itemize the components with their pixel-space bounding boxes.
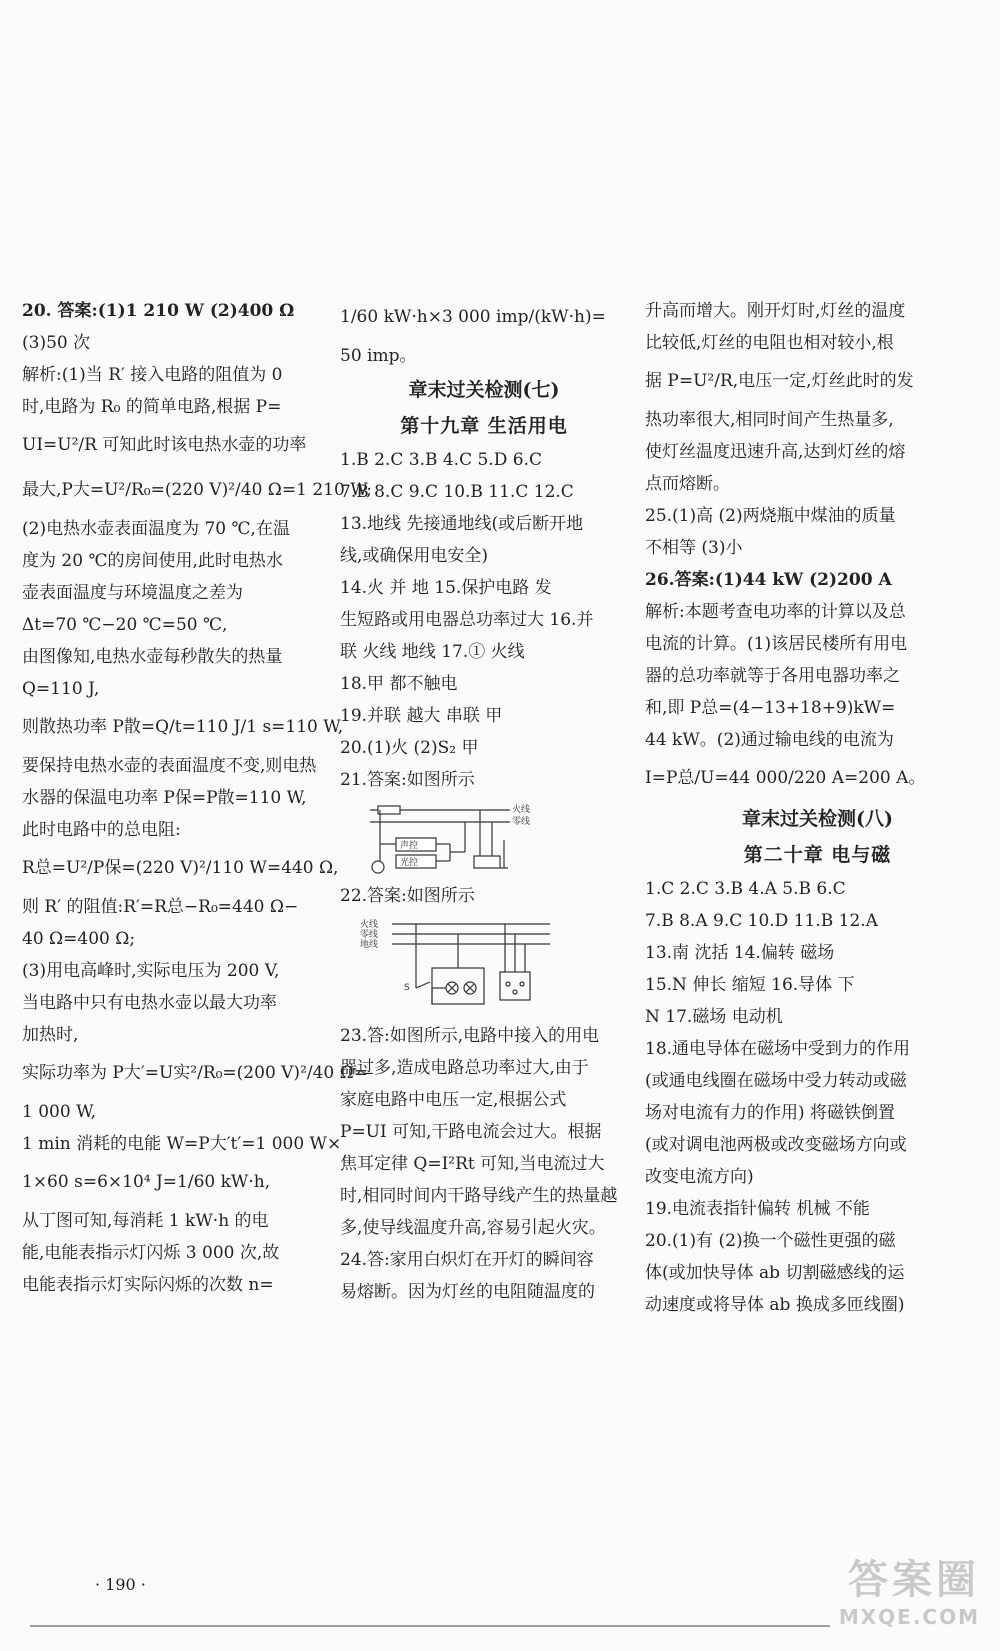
- answer-line: 26.答案:(1)44 kW (2)200 A: [645, 570, 892, 590]
- watermark-logo: [839, 1548, 980, 1629]
- answer-line: 线,或确保用电安全): [340, 546, 489, 566]
- watermark-title: 答案圈: [848, 1557, 980, 1603]
- switch-label: S: [404, 983, 410, 993]
- analysis-line: Δt=70 ℃−20 ℃=50 ℃,: [22, 615, 228, 635]
- analysis-line: 壶表面温度与环境温度之差为: [22, 583, 243, 603]
- analysis-line: 44 kW。(2)通过输电线的电流为: [645, 730, 894, 750]
- answer-line: (3)50 次: [22, 333, 91, 353]
- answer-line: 22.答案:如图所示: [340, 886, 475, 906]
- answer-line: 多,使导线温度升高,容易引起火灾。: [340, 1218, 606, 1238]
- analysis-line: 能,电能表指示灯闪烁 3 000 次,故: [22, 1243, 280, 1263]
- answer-line: 比较低,灯丝的电阻也相对较小,根: [645, 333, 894, 353]
- analysis-line: 要保持电热水壶的表面温度不变,则电热: [22, 756, 317, 776]
- formula-line: I=P总/U=44 000/220 A=200 A。: [645, 768, 926, 788]
- analysis-line: 器的总功率就等于各用电器功率之: [645, 666, 900, 686]
- analysis-line: 时,电路为 R₀ 的简单电路,根据 P=: [22, 397, 282, 417]
- formula-line: 实际功率为 P大′=U实²/R₀=(200 V)²/40 Ω=: [22, 1063, 368, 1083]
- answer-line: 家庭电路中电压一定,根据公式: [340, 1090, 567, 1110]
- answer-line: 15.N 伸长 缩短 16.导体 下: [645, 975, 855, 995]
- answer-line: 13.南 沈括 14.偏转 磁场: [645, 943, 835, 963]
- neutral-wire-label: 零线: [360, 930, 379, 940]
- light-switch-label: 光控: [400, 858, 419, 868]
- answer-line: 7.B 8.A 9.C 10.D 11.B 12.A: [645, 911, 878, 931]
- answer-line: 23.答:如图所示,电路中接入的用电: [340, 1026, 600, 1046]
- analysis-line: 40 Ω=400 Ω;: [22, 929, 136, 949]
- live-wire-label: 火线: [512, 805, 531, 815]
- answer-line: 14.火 并 地 15.保护电路 发: [340, 578, 552, 598]
- answer-line: (或通电线圈在磁场中受力转动或磁: [645, 1071, 907, 1091]
- watermark-url: MXQE.COM: [838, 1605, 980, 1629]
- answer-line: 21.答案:如图所示: [340, 770, 475, 790]
- answer-line: 焦耳定律 Q=I²Rt 可知,当电流过大: [340, 1154, 605, 1174]
- analysis-line: 解析:本题考查电功率的计算以及总: [645, 602, 906, 622]
- analysis-line: 度为 20 ℃的房间使用,此时电热水: [22, 551, 283, 571]
- section-heading: 章末过关检测(七): [408, 379, 560, 401]
- answer-line: 7.B 8.C 9.C 10.B 11.C 12.C: [340, 482, 574, 502]
- answer-line: 20.(1)有 (2)换一个磁性更强的磁: [645, 1231, 896, 1251]
- answer-line: 场对电流有力的作用) 将磁铁倒置: [645, 1103, 896, 1123]
- live-wire-label: 火线: [360, 920, 379, 930]
- formula-line: 最大,P大=U²/R₀=(220 V)²/40 Ω=1 210 W;: [22, 480, 372, 500]
- answer-line: 13.地线 先接通地线(或后断开地: [340, 514, 584, 534]
- answer-line: 19.电流表指针偏转 机械 不能: [645, 1199, 870, 1219]
- analysis-line: 则 R′ 的阻值:R′=R总−R₀=440 Ω−: [22, 897, 299, 917]
- answer-line: P=UI 可知,干路电流会过大。根据: [340, 1122, 602, 1142]
- answer-line: 24.答:家用白炽灯在开灯的瞬间容: [340, 1250, 594, 1270]
- answer-line: N 17.磁场 电动机: [645, 1007, 783, 1027]
- chapter-heading: 第二十章 电与磁: [743, 844, 892, 866]
- answer-line: 20. 答案:(1)1 210 W (2)400 Ω: [22, 301, 295, 321]
- column-right: [645, 295, 990, 1321]
- answer-line: 生短路或用电器总功率过大 16.并: [340, 610, 594, 630]
- answer-line: 联 火线 地线 17.① 火线: [340, 642, 525, 662]
- answer-line: 不相等 (3)小: [645, 538, 743, 558]
- analysis-line: (3)用电高峰时,实际电压为 200 V,: [22, 961, 280, 981]
- answer-line: 1.B 2.C 3.B 4.C 5.D 6.C: [340, 450, 542, 470]
- analysis-line: 由图像知,电热水壶每秒散失的热量: [22, 647, 283, 667]
- answer-line: 时,相同时间内干路导线产生的热量越: [340, 1186, 618, 1206]
- bottom-rule: [30, 1625, 830, 1627]
- analysis-line: 1 min 消耗的电能 W=P大′t′=1 000 W×: [22, 1134, 342, 1154]
- formula-line: 1/60 kW·h×3 000 imp/(kW·h)=: [340, 307, 606, 327]
- section-heading: 章末过关检测(八): [742, 808, 893, 830]
- analysis-line: 50 imp。: [340, 346, 417, 366]
- answer-line: 升高而增大。刚开灯时,灯丝的温度: [645, 301, 906, 321]
- answer-line: 改变电流方向): [645, 1167, 754, 1187]
- answer-line: 热功率很大,相同时间产生热量多,: [645, 410, 894, 430]
- analysis-line: 解析:(1)当 R′ 接入电路的阻值为 0: [22, 365, 283, 385]
- analysis-line: 电能表指示灯实际闪烁的次数 n=: [22, 1275, 274, 1295]
- answer-line: 1.C 2.C 3.B 4.A 5.B 6.C: [645, 879, 846, 899]
- formula-line: 1×60 s=6×10⁴ J=1/60 kW·h,: [22, 1172, 271, 1192]
- answer-line: 19.并联 越大 串联 甲: [340, 706, 503, 726]
- page-number: · 190 ·: [95, 1575, 146, 1594]
- formula-line: 则散热功率 P散=Q/t=110 J/1 s=110 W,: [22, 717, 344, 737]
- answer-line: (或对调电池两极或改变磁场方向或: [645, 1135, 907, 1155]
- answer-line: 易熔断。因为灯丝的电阻随温度的: [340, 1282, 595, 1302]
- analysis-line: 从丁图可知,每消耗 1 kW·h 的电: [22, 1211, 269, 1231]
- answer-line: 体(或加快导体 ab 切割磁感线的运: [645, 1263, 905, 1283]
- neutral-wire-label: 零线: [512, 817, 531, 827]
- analysis-line: 水器的保温电功率 P保=P散=110 W,: [22, 788, 307, 808]
- answer-line: 点而熔断。: [645, 474, 730, 494]
- answer-line: 器过多,造成电路总功率过大,由于: [340, 1058, 589, 1078]
- analysis-line: Q=110 J,: [22, 679, 100, 699]
- circuit-diagram-22: [360, 916, 560, 1016]
- ground-wire-label: 地线: [360, 940, 379, 950]
- analysis-line: 此时电路中的总电阻:: [22, 820, 181, 840]
- analysis-line: 当电路中只有电热水壶以最大功率: [22, 993, 277, 1013]
- formula-line: UI=U²/R 可知此时该电热水壶的功率: [22, 435, 307, 455]
- circuit-diagram-21: [360, 800, 550, 876]
- column-middle: [340, 295, 628, 1308]
- answer-line: 25.(1)高 (2)两烧瓶中煤油的质量: [645, 506, 896, 526]
- answer-line: 18.通电导体在磁场中受到力的作用: [645, 1039, 911, 1059]
- formula-line: R总=U²/P保=(220 V)²/110 W=440 Ω,: [22, 858, 339, 878]
- analysis-line: (2)电热水壶表面温度为 70 ℃,在温: [22, 519, 290, 539]
- answer-line: 使灯丝温度迅速升高,达到灯丝的熔: [645, 442, 906, 462]
- analysis-line: 电流的计算。(1)该居民楼所有用电: [645, 634, 908, 654]
- sound-switch-label: 声控: [400, 841, 419, 851]
- answer-line: 动速度或将导体 ab 换成多匝线圈): [645, 1295, 905, 1315]
- analysis-line: 加热时,: [22, 1025, 79, 1045]
- answer-line: 18.甲 都不触电: [340, 674, 458, 694]
- formula-line: 据 P=U²/R,电压一定,灯丝此时的发: [645, 371, 914, 391]
- chapter-heading: 第十九章 生活用电: [400, 415, 568, 437]
- analysis-line: 和,即 P总=(4−13+18+9)kW=: [645, 698, 896, 718]
- analysis-line: 1 000 W,: [22, 1102, 96, 1122]
- answer-line: 20.(1)火 (2)S₂ 甲: [340, 738, 479, 758]
